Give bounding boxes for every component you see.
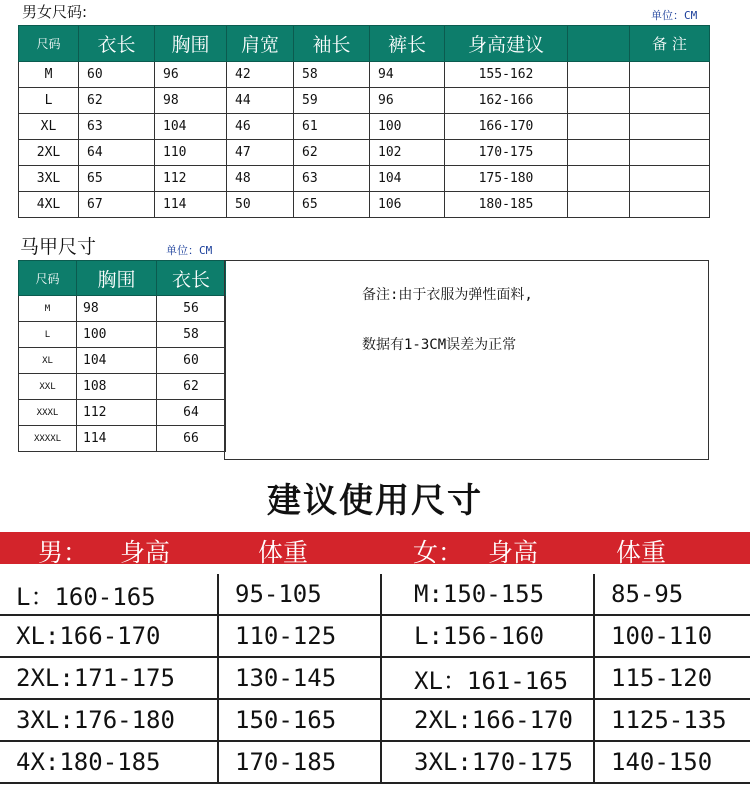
general-size-cell: L — [19, 88, 79, 114]
vest-title: 马甲尺寸 — [20, 236, 97, 258]
general-size-table — [18, 25, 710, 218]
recommend-table — [0, 574, 750, 784]
general-size-cell: 96 — [155, 62, 227, 88]
vest-note-box — [224, 260, 709, 460]
female-weight-cell: 100-110 — [594, 615, 750, 657]
vest-size-row — [19, 296, 226, 322]
general-size-cell: 62 — [294, 140, 370, 166]
general-size-row — [19, 114, 710, 140]
vest-size-cell: 64 — [157, 400, 226, 426]
general-size-cell: 63 — [294, 166, 370, 192]
general-size-cell: 65 — [79, 166, 155, 192]
col-header-height: 身高建议 — [445, 26, 568, 62]
vest-header-row — [19, 261, 226, 296]
general-size-cell — [630, 62, 710, 88]
general-size-cell: 104 — [155, 114, 227, 140]
vest-col-size: 尺码 — [19, 261, 77, 296]
vest-size-cell: 58 — [157, 322, 226, 348]
recommend-row — [0, 574, 750, 615]
general-size-cell: 170-175 — [445, 140, 568, 166]
general-size-cell: 47 — [227, 140, 294, 166]
general-size-cell — [630, 192, 710, 218]
general-size-cell: 67 — [79, 192, 155, 218]
male-size-height-cell: 3XL:176-180 — [0, 699, 218, 741]
vest-size-row — [19, 426, 226, 452]
vest-size-row — [19, 348, 226, 374]
vest-size-row — [19, 322, 226, 348]
col-header-remark: 备 注 — [630, 26, 710, 62]
male-size-height-cell: L：160-165 — [0, 574, 218, 615]
general-size-cell — [630, 140, 710, 166]
note-line-1: 备注:由于衣服为弹性面料, — [362, 287, 533, 303]
general-size-cell — [568, 62, 630, 88]
general-size-cell: 64 — [79, 140, 155, 166]
general-size-cell: 4XL — [19, 192, 79, 218]
male-size-height-cell: XL:166-170 — [0, 615, 218, 657]
general-size-cell: 96 — [370, 88, 445, 114]
female-weight-cell: 85-95 — [594, 574, 750, 615]
female-size-height-cell: XL：161-165 — [381, 657, 594, 699]
general-size-row — [19, 140, 710, 166]
general-size-cell: M — [19, 62, 79, 88]
general-size-cell: 50 — [227, 192, 294, 218]
female-weight-cell: 1125-135 — [594, 699, 750, 741]
col-header-length: 衣长 — [79, 26, 155, 62]
female-weight-cell: 115-120 — [594, 657, 750, 699]
male-weight-cell: 130-145 — [218, 657, 381, 699]
general-size-cell — [568, 192, 630, 218]
general-size-cell — [568, 140, 630, 166]
male-size-height-cell: 4X:180-185 — [0, 741, 218, 783]
note-line-2: 数据有1-3CM误差为正常 — [362, 337, 517, 353]
vest-size-cell: 114 — [77, 426, 157, 452]
vest-size-cell: XL — [19, 348, 77, 374]
female-height-label: 身高 — [488, 538, 539, 567]
vest-col-length: 衣长 — [157, 261, 226, 296]
vest-unit-label: 单位：CM — [166, 244, 213, 257]
general-size-row — [19, 192, 710, 218]
general-size-title: 男女尺码: — [22, 3, 88, 21]
female-size-height-cell: 2XL:166-170 — [381, 699, 594, 741]
vest-size-cell: M — [19, 296, 77, 322]
general-size-cell: 114 — [155, 192, 227, 218]
general-size-cell: 102 — [370, 140, 445, 166]
general-size-cell: 44 — [227, 88, 294, 114]
male-weight-cell: 170-185 — [218, 741, 381, 783]
recommend-row — [0, 699, 750, 741]
general-size-cell: 112 — [155, 166, 227, 192]
general-size-cell — [630, 114, 710, 140]
general-size-cell: 106 — [370, 192, 445, 218]
male-size-height-cell: 2XL:171-175 — [0, 657, 218, 699]
general-size-cell: 110 — [155, 140, 227, 166]
female-size-height-cell: L:156-160 — [381, 615, 594, 657]
general-size-cell: 94 — [370, 62, 445, 88]
general-size-cell: 98 — [155, 88, 227, 114]
recommend-row — [0, 657, 750, 699]
female-size-height-cell: 3XL:170-175 — [381, 741, 594, 783]
general-size-cell: 58 — [294, 62, 370, 88]
vest-size-cell: 108 — [77, 374, 157, 400]
general-size-cell: 61 — [294, 114, 370, 140]
general-size-cell: 65 — [294, 192, 370, 218]
general-size-row — [19, 62, 710, 88]
vest-size-cell: 60 — [157, 348, 226, 374]
general-size-cell: 42 — [227, 62, 294, 88]
general-size-cell: 155-162 — [445, 62, 568, 88]
male-height-label: 身高 — [120, 538, 171, 567]
vest-size-cell: 56 — [157, 296, 226, 322]
recommend-row — [0, 741, 750, 783]
general-size-cell — [568, 166, 630, 192]
vest-col-chest: 胸围 — [77, 261, 157, 296]
vest-size-cell: 62 — [157, 374, 226, 400]
general-size-cell: 46 — [227, 114, 294, 140]
vest-size-cell: 112 — [77, 400, 157, 426]
vest-size-cell: L — [19, 322, 77, 348]
general-size-cell: 2XL — [19, 140, 79, 166]
recommend-row — [0, 615, 750, 657]
general-size-cell: 175-180 — [445, 166, 568, 192]
col-header-sleeve: 袖长 — [294, 26, 370, 62]
recommend-title: 建议使用尺寸 — [267, 481, 483, 521]
male-weight-cell: 150-165 — [218, 699, 381, 741]
general-size-cell: 59 — [294, 88, 370, 114]
female-size-height-cell: M:150-155 — [381, 574, 594, 615]
female-weight-cell: 140-150 — [594, 741, 750, 783]
general-unit-label: 单位：CM — [651, 9, 698, 22]
general-size-cell: 60 — [79, 62, 155, 88]
general-header-row — [19, 26, 710, 62]
vest-size-cell: 100 — [77, 322, 157, 348]
col-header-blank — [568, 26, 630, 62]
general-size-cell — [568, 114, 630, 140]
general-size-row — [19, 88, 710, 114]
general-size-cell: XL — [19, 114, 79, 140]
vest-size-cell: 98 — [77, 296, 157, 322]
male-weight-cell: 95-105 — [218, 574, 381, 615]
general-size-cell: 3XL — [19, 166, 79, 192]
general-size-cell: 180-185 — [445, 192, 568, 218]
general-size-cell: 63 — [79, 114, 155, 140]
general-size-cell — [630, 166, 710, 192]
col-header-shoulder: 肩宽 — [227, 26, 294, 62]
general-size-row — [19, 166, 710, 192]
general-size-cell — [630, 88, 710, 114]
vest-size-table — [18, 260, 226, 452]
vest-size-row — [19, 400, 226, 426]
vest-size-cell: XXL — [19, 374, 77, 400]
general-size-cell: 62 — [79, 88, 155, 114]
vest-size-cell: 104 — [77, 348, 157, 374]
general-size-cell: 162-166 — [445, 88, 568, 114]
female-label: 女： — [413, 538, 464, 567]
vest-size-cell: XXXXL — [19, 426, 77, 452]
col-header-chest: 胸围 — [155, 26, 227, 62]
vest-size-cell: XXXL — [19, 400, 77, 426]
general-size-cell: 100 — [370, 114, 445, 140]
general-size-cell — [568, 88, 630, 114]
male-label: 男： — [38, 538, 89, 567]
general-size-cell: 48 — [227, 166, 294, 192]
female-weight-label: 体重 — [616, 538, 667, 567]
general-size-cell: 166-170 — [445, 114, 568, 140]
recommend-header-bar — [0, 532, 750, 567]
male-weight-label: 体重 — [258, 538, 309, 567]
male-weight-cell: 110-125 — [218, 615, 381, 657]
vest-size-row — [19, 374, 226, 400]
vest-size-cell: 66 — [157, 426, 226, 452]
col-header-size: 尺码 — [19, 26, 79, 62]
general-size-cell: 104 — [370, 166, 445, 192]
col-header-pants: 裤长 — [370, 26, 445, 62]
